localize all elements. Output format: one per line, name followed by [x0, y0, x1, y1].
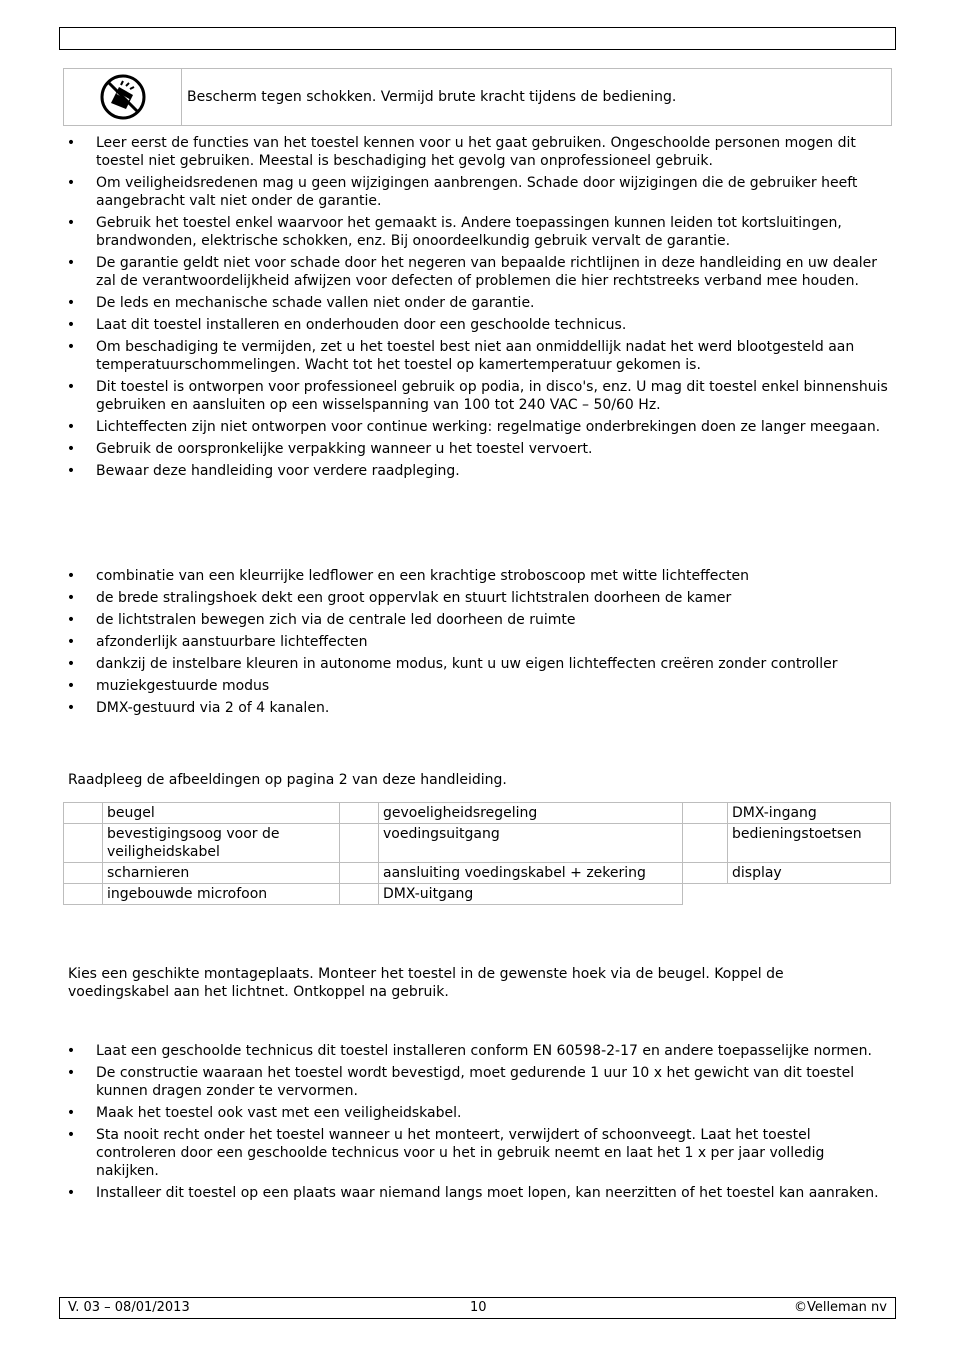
list-item-text: Laat dit toestel installeren en onderhouden door een geschoolde technicus. [96, 317, 627, 333]
list-item-text: DMX-gestuurd via 2 of 4 kanalen. [96, 700, 330, 716]
bullet-icon: • [66, 590, 76, 606]
part-label-cell: DMX-ingang [728, 803, 891, 824]
table-row [64, 824, 891, 863]
list-item [0, 316, 888, 334]
bullet-icon: • [66, 656, 76, 672]
part-label-cell [728, 884, 891, 905]
bullet-icon: • [66, 295, 76, 311]
list-item-text: afzonderlijk aanstuurbare lichteffecten [96, 634, 368, 650]
table-row [64, 884, 891, 905]
warning-icon-cell [64, 69, 182, 125]
part-number-cell [64, 884, 103, 905]
list-item [0, 134, 888, 170]
list-item-text: Om veiligheidsredenen mag u geen wijzigingen aanbrengen. Schade door wijzigingen die de gebruiker heeft aangebracht valt niet onder de garantie. [96, 175, 858, 209]
part-number-cell [340, 863, 379, 884]
list-item-text: Laat een geschoolde technicus dit toestel installeren conform EN 60598-2-17 en andere toepasselijke normen. [96, 1043, 872, 1059]
bullet-icon: • [66, 700, 76, 716]
footer-page-number: 10 [470, 1300, 487, 1315]
bullet-icon: • [66, 1185, 76, 1201]
bullet-icon: • [66, 255, 76, 271]
part-label-cell: scharnieren [103, 863, 340, 884]
list-item [0, 294, 888, 312]
part-number-cell [340, 803, 379, 824]
bullet-icon: • [66, 175, 76, 191]
mounting-list [0, 1042, 888, 1206]
part-label-cell: bevestigingsoog voor de veiligheidskabel [103, 824, 340, 863]
list-item-text: Gebruik het toestel enkel waarvoor het gemaakt is. Andere toepassingen kunnen leiden tot kortsluitingen, brandwonden, elektrische schokken, enz. Bij onoordeelkundig gebruik vervalt de garantie. [96, 215, 842, 249]
bullet-icon: • [66, 1043, 76, 1059]
bullet-icon: • [66, 1127, 76, 1143]
part-label-cell: DMX-uitgang [379, 884, 683, 905]
footer-version: V. 03 – 08/01/2013 [68, 1300, 190, 1315]
list-item [0, 699, 888, 717]
part-number-cell [340, 824, 379, 863]
no-shock-icon [99, 73, 147, 121]
list-item [0, 254, 888, 290]
part-number-cell [683, 884, 728, 905]
bullet-icon: • [66, 419, 76, 435]
part-number-cell [683, 863, 728, 884]
part-label-cell: aansluiting voedingskabel + zekering [379, 863, 683, 884]
list-item-text: Om beschadiging te vermijden, zet u het toestel best niet aan onmiddellijk nadat het werd blootgesteld aan temperatuurschommelingen. Wacht tot het toestel op kamertemperatuur gekomen is. [96, 339, 855, 373]
list-item-text: Sta nooit recht onder het toestel wanneer u het monteert, verwijdert of schoonveegt. Laat het toestel controleren door een geschoolde technicus voor u het in gebruik neemt en laat het 1 x per jaar volledig nakijken. [96, 1127, 825, 1179]
list-item-text: de lichtstralen bewegen zich via de centrale led doorheen de ruimte [96, 612, 576, 628]
list-item-text: muziekgestuurde modus [96, 678, 270, 694]
list-item [0, 1184, 888, 1202]
list-item-text: Leer eerst de functies van het toestel kennen voor u het gaat gebruiken. Ongeschoolde personen mogen dit toestel niet gebruiken. Meestal is beschadiging het gevolg van onprofessioneel gebruik. [96, 135, 856, 169]
bullet-icon: • [66, 441, 76, 457]
bullet-icon: • [66, 634, 76, 650]
safety-list [0, 134, 888, 484]
bullet-icon: • [66, 1105, 76, 1121]
list-item-text: dankzij de instelbare kleuren in autonome modus, kunt u uw eigen lichteffecten creëren zonder controller [96, 656, 838, 672]
list-item-text: De garantie geldt niet voor schade door het negeren van bepaalde richtlijnen in deze handleiding en uw dealer zal de verantwoordelijkheid afwijzen voor defecten of problemen die hier rechtstreeks verband mee houden. [96, 255, 878, 289]
list-item [0, 633, 888, 651]
part-number-cell [683, 824, 728, 863]
part-number-cell [64, 824, 103, 863]
part-label-cell: beugel [103, 803, 340, 824]
installation-text: Kies een geschikte montageplaats. Monteer het toestel in de gewenste hoek via de beugel. Koppel de voedingskabel aan het lichtnet. Ontkoppel na gebruik. [68, 966, 784, 1000]
list-item [0, 655, 888, 673]
list-item-text: Dit toestel is ontworpen voor professioneel gebruik op podia, in disco's, enz. U mag dit toestel enkel binnenshuis gebruiken en aansluiten op een wisselspanning van 100 tot 240 VAC – 50/60 Hz. [96, 379, 888, 413]
bullet-icon: • [66, 1065, 76, 1081]
table-row [64, 803, 891, 824]
list-item [0, 174, 888, 210]
bullet-icon: • [66, 379, 76, 395]
bullet-icon: • [66, 678, 76, 694]
part-label-cell: gevoeligheidsregeling [379, 803, 683, 824]
bullet-icon: • [66, 339, 76, 355]
part-label-cell: ingebouwde microfoon [103, 884, 340, 905]
table-row [64, 863, 891, 884]
bullet-icon: • [66, 215, 76, 231]
list-item-text: combinatie van een kleurrijke ledflower en een krachtige stroboscoop met witte lichteffecten [96, 568, 750, 584]
list-item [0, 214, 888, 250]
list-item [0, 440, 888, 458]
warning-text: Bescherm tegen schokken. Vermijd brute kracht tijdens de bediening. [187, 89, 677, 105]
list-item [0, 378, 888, 414]
part-number-cell [64, 863, 103, 884]
list-item [0, 1104, 888, 1122]
overview-intro: Raadpleeg de afbeeldingen op pagina 2 van deze handleiding. [68, 772, 507, 788]
list-item [0, 338, 888, 374]
list-item-text: Installeer dit toestel op een plaats waar niemand langs moet lopen, kan neerzitten of het toestel kan aanraken. [96, 1185, 879, 1201]
part-number-cell [340, 884, 379, 905]
bullet-icon: • [66, 568, 76, 584]
parts-table [63, 802, 891, 905]
list-item-text: De leds en mechanische schade vallen niet onder de garantie. [96, 295, 535, 311]
list-item-text: Lichteffecten zijn niet ontworpen voor continue werking: regelmatige onderbrekingen doen ze langer meegaan. [96, 419, 881, 435]
page-header-box [59, 27, 896, 50]
list-item [0, 418, 888, 436]
list-item [0, 1064, 888, 1100]
list-item-text: Maak het toestel ook vast met een veiligheidskabel. [96, 1105, 462, 1121]
bullet-icon: • [66, 317, 76, 333]
part-number-cell [683, 803, 728, 824]
list-item [0, 677, 888, 695]
bullet-icon: • [66, 463, 76, 479]
list-item [0, 567, 888, 585]
list-item [0, 611, 888, 629]
list-item-text: Bewaar deze handleiding voor verdere raadpleging. [96, 463, 460, 479]
bullet-icon: • [66, 612, 76, 628]
list-item [0, 462, 888, 480]
footer-copyright: ©Velleman nv [793, 1300, 887, 1315]
bullet-icon: • [66, 135, 76, 151]
list-item-text: De constructie waaraan het toestel wordt bevestigd, moet gedurende 1 uur 10 x het gewicht van dit toestel kunnen dragen zonder te vervormen. [96, 1065, 855, 1099]
list-item [0, 589, 888, 607]
page-footer [59, 1297, 896, 1319]
part-label-cell: display [728, 863, 891, 884]
list-item [0, 1042, 888, 1060]
part-label-cell: bedieningstoetsen [728, 824, 891, 863]
part-number-cell [64, 803, 103, 824]
list-item [0, 1126, 888, 1180]
warning-table [63, 68, 892, 126]
list-item-text: Gebruik de oorspronkelijke verpakking wanneer u het toestel vervoert. [96, 441, 593, 457]
features-list [0, 567, 888, 721]
list-item-text: de brede stralingshoek dekt een groot oppervlak en stuurt lichtstralen doorheen de kamer [96, 590, 732, 606]
part-label-cell: voedingsuitgang [379, 824, 683, 863]
